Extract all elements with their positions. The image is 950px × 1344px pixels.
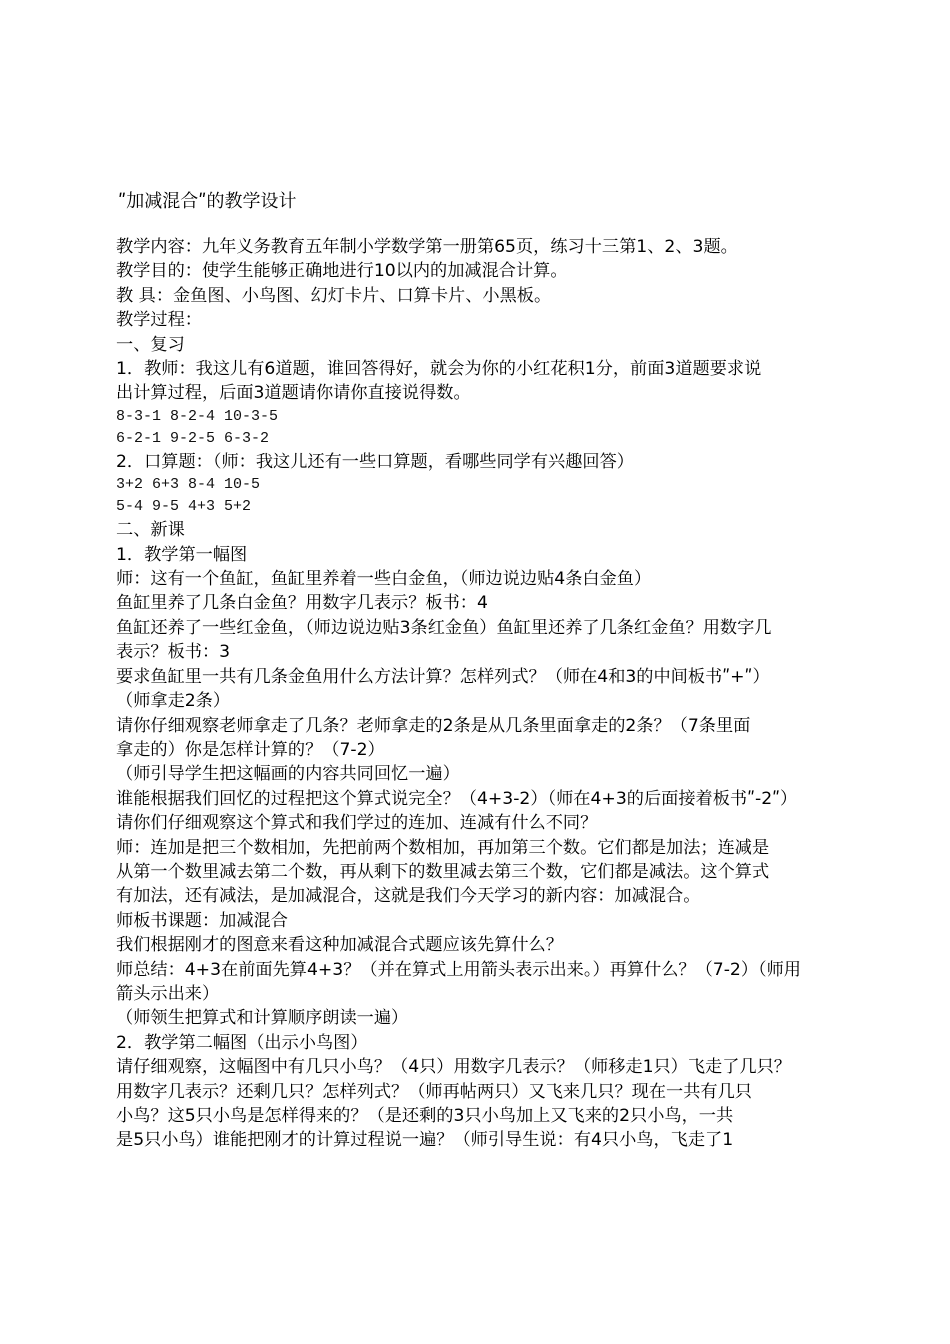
paragraph-line: 请你仔细观察老师拿走了几条？老师拿走的2条是从几条里面拿走的2条？（7条里面 [116,715,751,736]
paragraph-line: 师：这有一个鱼缸，鱼缸里养着一些白金鱼，（师边说边贴4条白金鱼） [116,569,652,590]
section-new-lesson-heading: 二、新课 [116,520,185,541]
exercise-row: 6-2-1 9-2-5 6-3-2 [116,429,270,447]
paragraph-line: 用数字几表示？还剩几只？怎样列式？（师再帖两只）又飞来几只？现在一共有几只 [116,1081,752,1102]
paragraph-line: 出计算过程，后面3道题请你请你直接说得数。 [116,383,471,404]
paragraph-line: 请仔细观察，这幅图中有几只小鸟？（4只）用数字几表示？（师移走1只）飞走了几只？ [116,1057,791,1078]
section-review-heading: 一、复习 [116,334,185,355]
document-body [116,235,834,1153]
paragraph-line: 师板书课题：加减混合 [116,910,288,931]
paragraph-line: 拿走的）你是怎样计算的？（7-2） [116,739,385,760]
teaching-process-heading: 教学过程： [116,310,202,331]
paragraph-line: 1．教师：我这儿有6道题，谁回答得好，就会为你的小红花积1分，前面3道题要求说 [116,359,762,380]
exercise-row: 8-3-1 8-2-4 10-3-5 [116,407,279,425]
paragraph-line: （师引导学生把这幅画的内容共同回忆一遍） [116,764,460,785]
paragraph-line: 请你们仔细观察这个算式和我们学过的连加、连减有什么不同？ [116,813,598,834]
paragraph-line: 我们根据刚才的图意来看这种加减混合式题应该先算什么？ [116,935,563,956]
paragraph-line: 小鸟？这5只小鸟是怎样得来的？（是还剩的3只小鸟加上又飞来的2只小鸟，一共 [116,1106,734,1126]
paragraph-line: 箭头示出来） [116,983,220,1004]
teaching-content-line: 教学内容：九年义务教育五年制小学数学第一册第65页，练习十三第1、2、3题。 [116,237,738,257]
teaching-goal-line: 教学目的：使学生能够正确地进行10以内的加减混合计算。 [116,261,568,282]
paragraph-line: 谁能根据我们回忆的过程把这个算式说完全？（4+3-2）（师在4+3的后面接着板书ʺ-2ʺ） [116,788,798,809]
paragraph-line: 师：连加是把三个数相加，先把前两个数相加，再加第三个数。它们都是加法；连减是 [116,837,770,858]
exercise-row: 5-4 9-5 4+3 5+2 [116,498,252,516]
paragraph-line: 要求鱼缸里一共有几条金鱼用什么方法计算？怎样列式？（师在4和3的中间板书ʺ+ʺ） [116,666,770,687]
paragraph-line: （师领生把算式和计算顺序朗读一遍） [116,1008,409,1029]
paragraph-line: 鱼缸还养了一些红金鱼，（师边说边贴3条红金鱼）鱼缸里还养了几条红金鱼？用数字几 [116,617,772,638]
subsection-heading: 2．教学第二幅图（出示小鸟图） [116,1032,368,1053]
paragraph-line: 从第一个数里减去第二个数，再从剩下的数里减去第三个数，它们都是减法。这个算式 [116,861,770,882]
paragraph-line: 有加法，还有减法，是加减混合，这就是我们今天学习的新内容：加减混合。 [116,886,701,907]
teaching-tools-line: 教 具：金鱼图、小鸟图、幻灯卡片、口算卡片、小黑板。 [116,285,552,306]
paragraph-line: 表示？板书：3 [116,642,231,663]
paragraph-line: 2．口算题：（师：我这儿还有一些口算题，看哪些同学有兴趣回答） [116,451,634,472]
paragraph-line: 是5只小鸟）谁能把刚才的计算过程说一遍？（师引导生说：有4只小鸟，飞走了1 [116,1130,734,1151]
paragraph-line: （师拿走2条） [116,691,231,712]
paragraph-line: 师总结：4+3在前面先算4+3？（并在算式上用箭头表示出来。）再算什么？（7-2）（师用 [116,959,801,980]
exercise-row: 3+2 6+3 8-4 10-5 [116,476,261,494]
subsection-heading: 1．教学第一幅图 [116,544,248,565]
paragraph-line: 鱼缸里养了几条白金鱼？用数字几表示？板书：4 [116,593,488,614]
document-title: ʺ加减混合ʺ的教学设计 [118,191,297,212]
